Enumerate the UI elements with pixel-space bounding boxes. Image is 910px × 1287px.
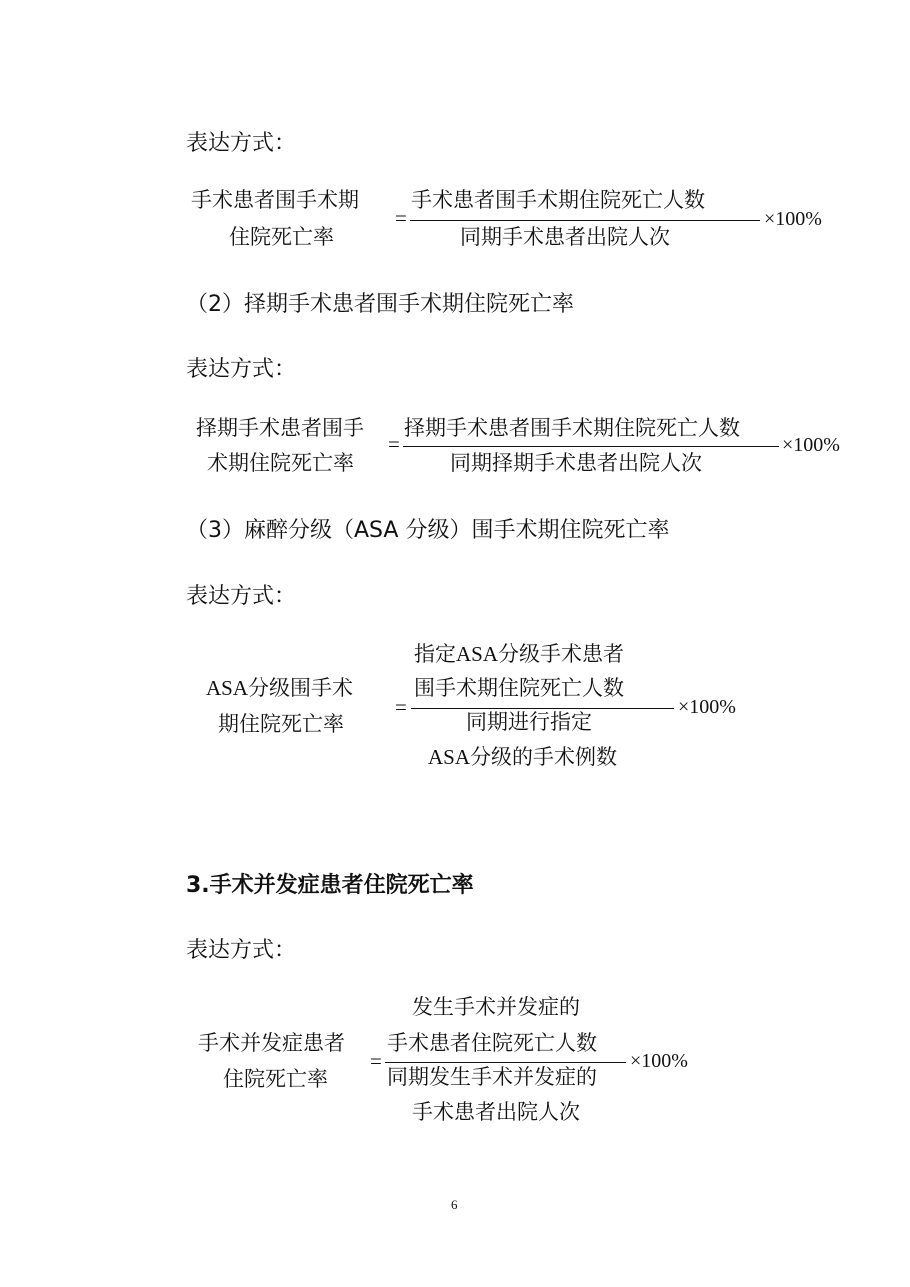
formula-3-fraction-bar	[411, 708, 674, 709]
formula-2-equals: =	[388, 432, 400, 456]
formula-4-denominator-line1: 同期发生手术并发症的	[387, 1065, 597, 1089]
expression-label-3: 表达方式：	[186, 584, 297, 609]
formula-3-num-post: 分级手术患者	[498, 642, 625, 666]
formula-3-numerator-line1	[414, 644, 624, 665]
formula-3-den-text: 分级的手术例数	[470, 745, 618, 769]
formula-2-denominator: 同期择期手术患者出院人次	[450, 451, 702, 475]
formula-1-numerator: 手术患者围手术期住院死亡人数	[411, 188, 705, 212]
formula-3-num-latin: ASA	[456, 642, 499, 666]
formula-4-equals: =	[370, 1049, 382, 1073]
formula-2-lhs-line1: 择期手术患者围手	[196, 416, 364, 440]
formula-3-times-100: ×100%	[678, 696, 736, 718]
formula-3-num-pre: 指定	[414, 642, 456, 666]
expression-label-2: 表达方式：	[186, 357, 297, 382]
formula-4-lhs-line2: 住院死亡率	[223, 1067, 328, 1091]
formula-4-numerator-line2: 手术患者住院死亡人数	[387, 1031, 597, 1055]
formula-3-lhs-text: 分级围手术	[248, 676, 354, 700]
page-number: 6	[451, 1197, 458, 1212]
formula-2-numerator: 择期手术患者围手术期住院死亡人数	[404, 416, 740, 440]
section-3-title: （3）麻醉分级（ASA 分级）围手术期住院死亡率	[186, 518, 670, 543]
formula-4-times-100: ×100%	[630, 1050, 688, 1072]
formula-4-fraction-bar	[385, 1062, 626, 1063]
formula-1-denominator: 同期手术患者出院人次	[460, 225, 670, 249]
formula-1-lhs-line1: 手术患者围手术期	[191, 188, 359, 212]
formula-3-den-latin: ASA	[428, 745, 471, 769]
formula-3-equals: =	[395, 695, 407, 719]
formula-3-lhs-line2: 期住院死亡率	[218, 712, 344, 736]
formula-4-denominator-line2: 手术患者出院人次	[412, 1100, 580, 1124]
heading-3: 3.手术并发症患者住院死亡率	[186, 873, 474, 898]
section-2-title: （2）择期手术患者围手术期住院死亡率	[186, 292, 574, 317]
expression-label-4: 表达方式：	[186, 938, 297, 963]
formula-2-times-100: ×100%	[782, 434, 840, 456]
formula-3-denominator-line1: 同期进行指定	[466, 710, 592, 734]
formula-1-times-100: ×100%	[764, 208, 822, 230]
formula-4-numerator-line1: 发生手术并发症的	[412, 995, 580, 1019]
formula-2-lhs-line2: 术期住院死亡率	[207, 451, 354, 475]
formula-4-lhs-line1: 手术并发症患者	[198, 1031, 345, 1055]
formula-3-lhs-latin: ASA	[206, 676, 249, 700]
formula-3-denominator-line2	[428, 747, 617, 768]
formula-1-fraction-bar	[410, 220, 760, 221]
formula-1-equals: =	[395, 206, 407, 230]
expression-label-1: 表达方式：	[186, 131, 297, 156]
formula-2-fraction-bar	[403, 446, 779, 447]
formula-1-lhs-line2: 住院死亡率	[229, 225, 334, 249]
formula-3-numerator-line2: 围手术期住院死亡人数	[414, 676, 624, 700]
formula-3-lhs-line1	[206, 678, 353, 699]
